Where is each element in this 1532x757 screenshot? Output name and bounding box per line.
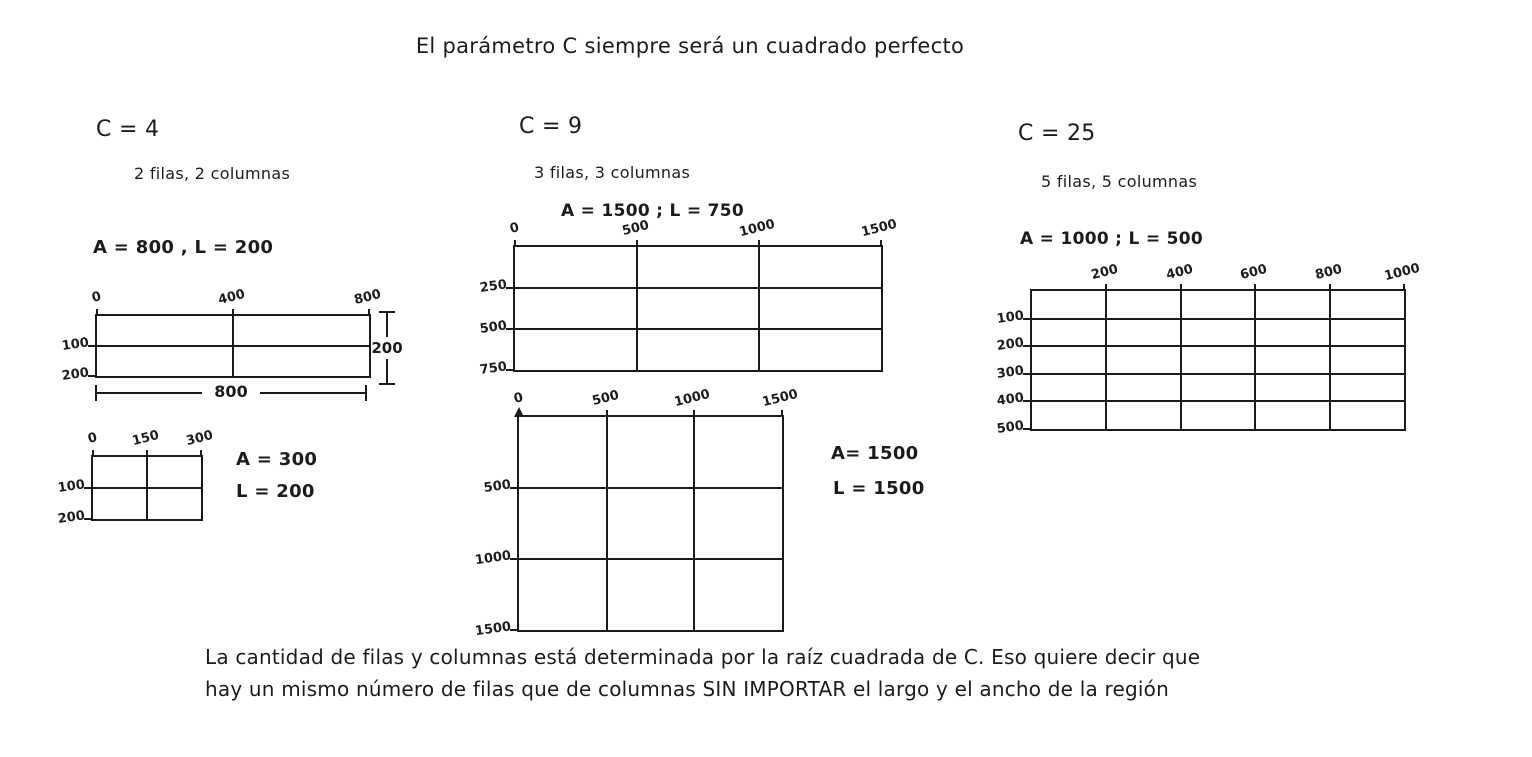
height-dimension-c4 [372, 311, 402, 385]
x-tick-label: 300 [184, 427, 215, 450]
y-tick-label: 500 [478, 318, 508, 337]
y-tick-label: 250 [478, 277, 508, 296]
dimension-line [260, 392, 367, 394]
dimension-line [386, 311, 388, 337]
tick-mark [146, 450, 148, 457]
tick-mark [1105, 284, 1107, 291]
x-tick-label: 0 [512, 390, 525, 407]
x-tick-label: 1000 [673, 386, 712, 411]
tick-mark [1403, 284, 1405, 291]
tick-mark [92, 450, 94, 457]
tick-mark [636, 240, 638, 247]
grid-line [606, 417, 608, 630]
x-tick-label: 1000 [737, 216, 777, 241]
grid-line [97, 345, 369, 347]
grid-line [1105, 291, 1107, 429]
y-tick-label: 200 [56, 508, 86, 527]
grid-line [519, 487, 782, 489]
grid-line [519, 558, 782, 560]
grid-line [693, 417, 695, 630]
y-tick-label: 100 [56, 477, 86, 496]
x-tick-label: 600 [1238, 261, 1269, 284]
grid-line [1032, 373, 1404, 375]
c9-formula: A = 1500 ; L = 750 [561, 201, 744, 221]
x-tick-label: 1500 [859, 216, 899, 241]
x-tick-label: 0 [508, 220, 521, 237]
c9-subheading: 3 filas, 3 columnas [534, 163, 691, 182]
grid-line [758, 247, 760, 370]
width-dimension-c4 [95, 381, 367, 402]
y-tick-label: 200 [995, 335, 1025, 355]
grid-line [515, 287, 881, 289]
grid-c9-wide [478, 216, 899, 378]
x-tick-label: 1000 [1382, 260, 1422, 285]
x-tick-label: 0 [86, 430, 99, 447]
x-tick-label: 1500 [760, 386, 800, 411]
tick-mark [606, 410, 608, 417]
c4-subheading: 2 filas, 2 columnas [134, 164, 291, 183]
grid-line [1032, 345, 1404, 347]
grid-line [93, 487, 201, 489]
grid-c4-small [56, 427, 215, 527]
tick-mark [96, 309, 98, 316]
y-tick-label: 100 [60, 335, 90, 354]
grid-c25 [995, 260, 1422, 437]
tick-mark [232, 309, 234, 316]
c4-small-grid-length-label: L = 200 [236, 481, 315, 502]
grid-line [515, 328, 881, 330]
page-title: El parámetro C siempre será un cuadrado perfecto [415, 34, 965, 58]
y-tick-label: 300 [995, 363, 1025, 382]
y-tick-label: 500 [482, 477, 512, 496]
c25-subheading: 5 filas, 5 columnas [1041, 172, 1198, 191]
grid-line [1032, 318, 1404, 320]
y-tick-label: 400 [995, 390, 1025, 410]
width-dimension-label: 800 [214, 381, 248, 401]
tick-mark [781, 410, 783, 417]
y-tick-label: 750 [478, 359, 508, 378]
grid-line [1032, 400, 1404, 402]
note-line-1: La cantidad de filas y columnas está determinada por la raíz cuadrada de C. Eso quiere decir que [205, 645, 1201, 669]
tick-mark [1180, 284, 1182, 291]
tick-mark [758, 240, 760, 247]
y-tick-label: 500 [995, 418, 1025, 437]
note-line-2: hay un mismo número de filas que de columnas SIN IMPORTAR el largo y el ancho de la región [205, 677, 1169, 701]
x-tick-label: 500 [620, 217, 651, 240]
x-tick-label: 500 [590, 387, 621, 410]
tick-mark [880, 240, 882, 247]
x-tick-label: 400 [1164, 261, 1195, 284]
tick-mark [1254, 284, 1256, 291]
x-tick-label: 800 [1313, 261, 1344, 284]
tick-mark [200, 450, 202, 457]
grid-line [1254, 291, 1256, 429]
tick-mark [368, 309, 370, 316]
tick-mark [514, 240, 516, 247]
c4-small-grid-area-label: A = 300 [236, 449, 318, 470]
height-dimension-label: 200 [371, 339, 403, 357]
x-tick-label: 150 [130, 427, 161, 450]
x-tick-label: 400 [216, 286, 247, 309]
y-tick-label: 200 [60, 365, 90, 384]
tick-mark [518, 410, 520, 417]
grid-line [1329, 291, 1331, 429]
c4-formula: A = 800 , L = 200 [93, 237, 274, 258]
dimension-line [386, 359, 388, 385]
grid-line [636, 247, 638, 370]
tick-mark [693, 410, 695, 417]
c9-square-grid-area-label: A= 1500 [831, 443, 919, 464]
y-tick-label: 1500 [474, 619, 513, 640]
tick-mark [1329, 284, 1331, 291]
x-tick-label: 200 [1090, 261, 1121, 284]
grid-c4-main [60, 286, 383, 384]
c9-heading: C = 9 [519, 114, 583, 139]
c25-formula: A = 1000 ; L = 500 [1020, 229, 1203, 249]
c25-heading: C = 25 [1018, 121, 1096, 146]
y-tick-label: 100 [995, 307, 1025, 327]
c4-heading: C = 4 [96, 117, 160, 142]
c9-square-grid-length-label: L = 1500 [833, 478, 925, 499]
x-tick-label: 800 [352, 286, 383, 309]
dimension-line [95, 392, 202, 394]
x-tick-label: 0 [90, 289, 103, 306]
grid-line [1180, 291, 1182, 429]
grid-c9-square [474, 386, 800, 640]
y-tick-label: 1000 [474, 548, 513, 569]
